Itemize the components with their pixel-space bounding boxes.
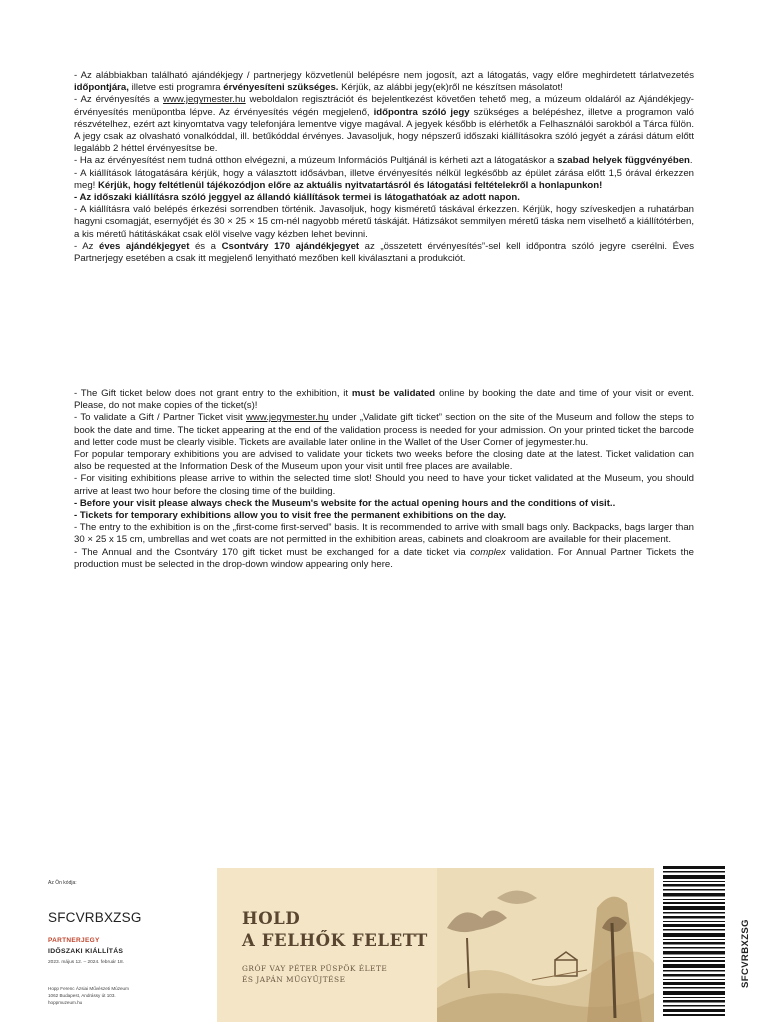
barcode-code-text	[728, 898, 751, 988]
en-paragraph-4: - For visiting exhibitions please arrive to within the selected time slot! Should you need to have your ticket validated at the Museum, you should arrive at least two hour before the closing time of the building.	[74, 473, 694, 497]
hu-p7-bold-1: éves ajándékjegyet	[99, 240, 190, 252]
en-p8-italic: complex	[470, 546, 506, 558]
hu-p2-text-3: szükséges a belépéshez, illetve a programon való részvételhez, ezért azt kinyomtatva vagy telefonjára lementve vigye magával. A jegyek később is elérhetők a Felhasználói sarokból a Tárca fülön. A jegy csak az olvasható vonalkóddal, ill. betűkóddal érvényes. Javasoljuk, hogy népszerű időszaki kiállításokra szóló jegyét a zárási dátum előtt legalább 2 héttel érvényesítse be.	[74, 106, 695, 155]
landscape-painting-image	[437, 868, 654, 1022]
en-paragraph-2	[74, 412, 694, 449]
ticket-type: PARTNERJEGY	[48, 937, 100, 944]
hu-p7-text: - Az	[74, 240, 100, 252]
en-paragraph-6: - Tickets for temporary exhibitions allow you to visit free the permanent exhibitions on the day.	[74, 510, 506, 522]
exhibition-title	[242, 908, 428, 952]
hu-p7-text-3: az „összetett érvényesítés”-sel kell időpontra szóló jegyre cserélni. Éves Partnerjegy esetében a csak itt megjelenő lenyitható mezőben kell kiválasztani a produkciót.	[74, 240, 694, 265]
hu-paragraph-3	[74, 155, 694, 167]
hu-p2-text: - Az érvényesítés a	[74, 94, 163, 106]
jegymester-link-en[interactable]: www.jegymester.hu	[246, 412, 329, 424]
en-paragraph-1	[74, 388, 694, 412]
en-paragraph-7: - The entry to the exhibition is on the „first-come first-served” basis. It is recommended to arrive with small bags only. Backpacks, bags larger than 30 × 25 x 15 cm, umbrellas and wet coats are not permitted in the exhibition areas, cabinets and cloakroom are available for their placement.	[74, 522, 694, 546]
en-p1-text-2: online by booking the date and time of your visit or event. Please, do not make copies of the ticket(s)!	[74, 388, 694, 412]
hu-p1-text-3: Kérjük, az alábbi jegy(ek)ről ne készítsen másolatot!	[338, 82, 563, 94]
hu-paragraph-6: - A kiállításra való belépés érkezési sorrendben történik. Javasoljuk, hogy kisméretű táskával érkezzen. Kérjük, hogy szíveskedjen a ruhatárban hagyni csomagját, esernyőjét és 30 × 25 × 15 cm-nél nagyobb méretű táskáját. Hátizsákot semmilyen méretű táska nem viselhető a kiállítótérben, a kis méretű hátitáskákat csak elöl viselve vagy kézben lehet bevinni.	[74, 204, 694, 240]
exhibition-subtitle-line-2: ÉS JAPÁN MŰGYŰJTÉSE	[242, 975, 346, 984]
hu-p2-text-2: weboldalon regisztrációt és bejelentkezést követően tehető meg, a múzeum oldaláról az Ajándékjegy-érvényesítés menüpontba lépve. Az érvényesítés végén megjelenő,	[74, 94, 694, 118]
hungarian-instructions	[74, 70, 694, 265]
hu-paragraph-7	[74, 241, 694, 265]
hu-p1-bold-2: érvényesíteni szükséges.	[223, 82, 339, 94]
hu-p4-text: - A kiállítások látogatására kérjük, hogy a választott idősávban, illetve érvényesítés nélkül legkésőbb az épület zárása előtt 1,5 órával érkezzen meg!	[74, 167, 694, 191]
hu-p1-text-2: illetve esti programra	[128, 82, 224, 94]
hu-p3-text: - Ha az érvényesítést nem tudná otthon elvégezni, a múzeum Információs Pultjánál is kérheti azt a látogatáskor a	[74, 155, 558, 167]
english-instructions	[74, 388, 694, 571]
hu-p7-bold-2: Csontváry 170 ajándékjegyet	[221, 240, 360, 252]
museum-name: Hopp Ferenc Ázsiai Művészeti Múzeum	[48, 986, 129, 991]
exhibition-type: IDŐSZAKI KIÁLLÍTÁS	[48, 948, 124, 955]
en-paragraph-5: - Before your visit please always check the Museum's website for the actual opening hours and the conditions of visit..	[74, 497, 616, 509]
hu-p3-bold: szabad helyek függvényében	[557, 155, 690, 167]
exhibition-subtitle	[242, 963, 387, 985]
ticket-code: SFCVRBXZSG	[48, 910, 142, 925]
exhibition-title-line-2: A FELHŐK FELETT	[242, 931, 428, 950]
en-p8-text: - The Annual and the Csontváry 170 gift ticket must be exchanged for a date ticket via	[74, 546, 471, 558]
en-p8-text-2: validation. For Annual Partner Tickets the production must be selected in the drop-down window appearing only here.	[74, 546, 694, 570]
museum-web: hoppmuzeum.hu	[48, 1000, 83, 1006]
hu-p1-bold-1: időpontjára,	[74, 82, 129, 94]
hu-paragraph-4	[74, 168, 694, 192]
hu-paragraph-1	[74, 70, 694, 94]
exhibition-banner	[217, 868, 654, 1022]
hu-p3-text-2: .	[689, 155, 693, 167]
exhibition-dates: 2023. május 12. – 2024. február 18.	[48, 960, 125, 965]
en-p1-text: - The Gift ticket below does not grant entry to the exhibition, it	[74, 388, 352, 399]
en-paragraph-3: For popular temporary exhibitions you are advised to validate your tickets two weeks before the closing date at the latest. Ticket validation can also be requested at the Information Desk of the Museum upon your visit until free places are available.	[74, 449, 694, 473]
en-p2-text-2: under „Validate gift ticket” section on the site of the Museum and follow the steps to book the date and time. The ticket appearing at the end of the validation process is needed for your admission. On your printed ticket the barcode and letter code must be clearly visible. Tickets are available later online in the Wallet of the User Corner of jegymester.hu.	[74, 412, 694, 448]
en-p1-bold: must be validated	[351, 388, 436, 399]
exhibition-title-line-1: HOLD	[242, 909, 301, 928]
jegymester-link[interactable]: www.jegymester.hu	[163, 94, 246, 106]
museum-info	[48, 985, 129, 1007]
museum-address: 1062 Budapest, Andrássy út 103.	[48, 993, 116, 999]
customer-code-label: Az Ön kódja:	[48, 880, 77, 886]
en-paragraph-8	[74, 547, 694, 571]
hu-p2-bold: időpontra szóló jegy	[373, 106, 470, 118]
exhibition-subtitle-line-1: GRÓF VAY PÉTER PÜSPÖK ÉLETE	[242, 964, 388, 973]
hu-p1-text: - Az alábbiakban található ajándékjegy / partnerjegy közvetlenül belépésre nem jogosít, azt a látogatás, vagy előre meghirdetett tárlatvezetés	[74, 70, 694, 81]
hu-p7-text-2: és a	[189, 240, 222, 252]
en-p2-text: - To validate a Gift / Partner Ticket visit	[74, 412, 246, 424]
hu-p4-bold: Kérjük, hogy feltétlenül tájékozódjon előre az aktuális nyitvatartásról és látogatási feltételekről a honlapunkon!	[98, 179, 603, 191]
barcode-code-label: SFCVRBXZSG	[740, 919, 751, 988]
barcode	[663, 866, 725, 1016]
hu-paragraph-2	[74, 94, 694, 155]
hu-paragraph-5: - Az időszaki kiállításra szóló jeggyel az állandó kiállítások termei is látogathatóak az adott napon.	[74, 192, 520, 204]
ticket-stub	[48, 880, 208, 886]
